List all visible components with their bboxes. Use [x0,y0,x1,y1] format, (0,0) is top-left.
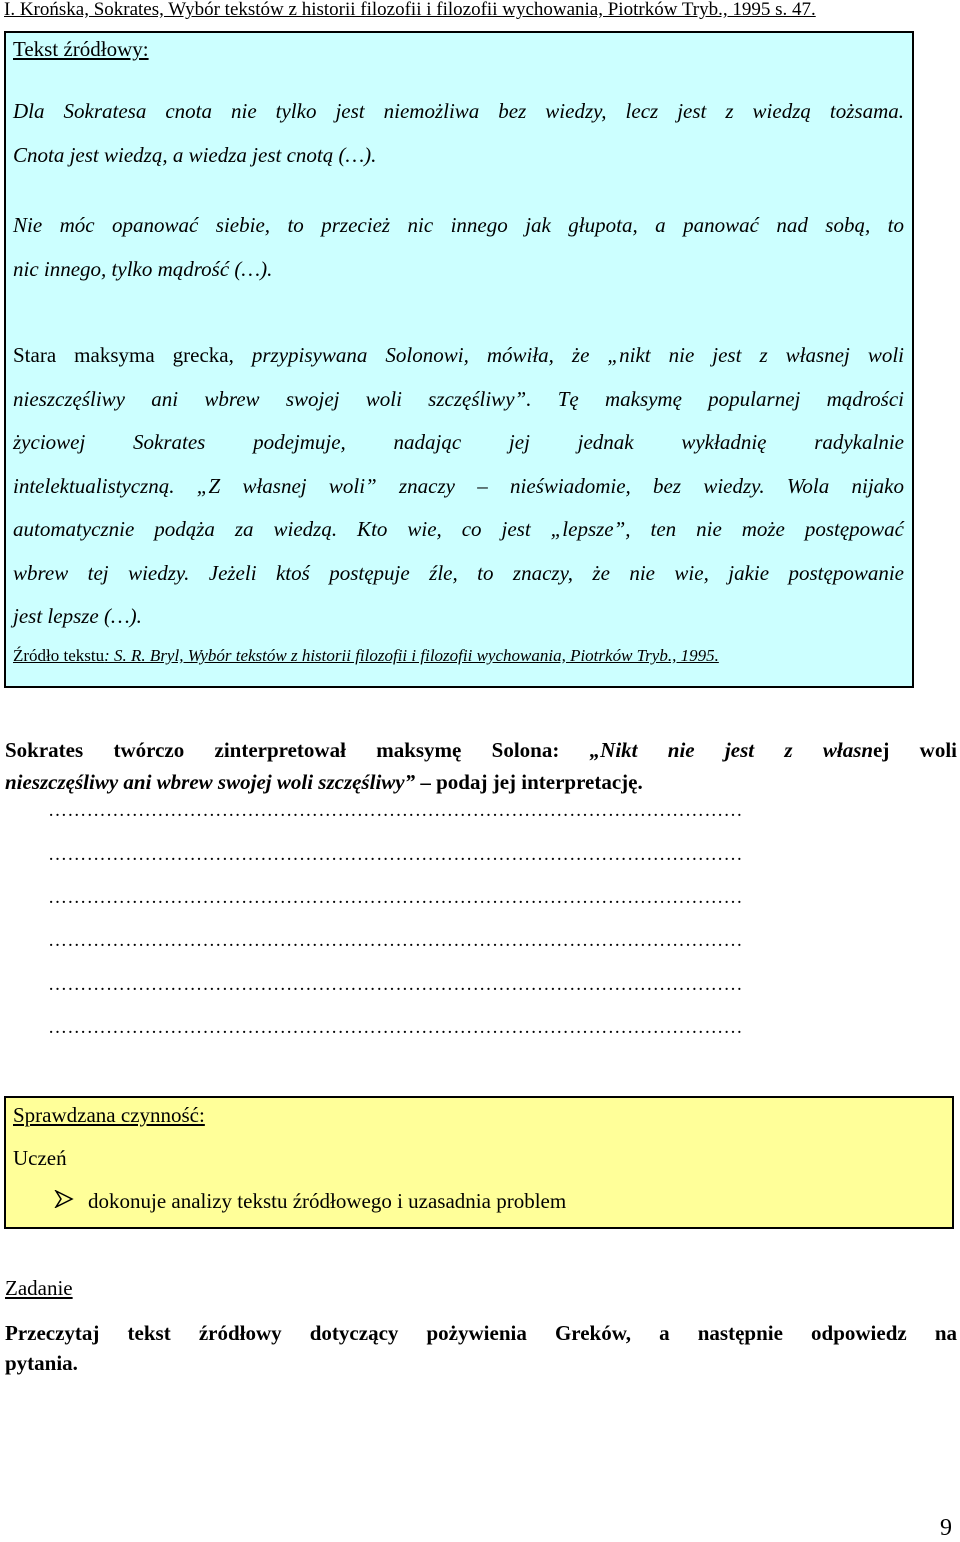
text-fragment: ej woli [873,738,957,762]
text-fragment: Sokrates twórczo zinterpretował maksymę Solona: [5,738,590,762]
text-fragment: Stara maksyma grecka, [13,343,252,367]
source-paragraph-3 [13,334,904,639]
text-line [5,734,957,766]
text-line: wbrew tej wiedzy. Jeżeli ktoś postępuje źle, to znaczy, że nie wie, jakie postępowanie [13,560,904,585]
text-fragment: „Nikt nie jest z własn [589,738,874,762]
text-line: pytania. [5,1351,78,1375]
text-line [5,766,957,798]
text-line: Przeczytaj tekst źródłowy dotyczący pożywienia Greków, a następnie odpowiedz na [5,1321,957,1345]
page-number: 9 [940,1515,952,1541]
source-note [13,646,719,666]
arrowhead-bullet-icon [54,1189,76,1214]
source-text-box [4,31,914,688]
task-text [5,1318,957,1378]
source-box-heading: Tekst źródłowy: [13,37,149,61]
text-line: nic innego, tylko mądrość (…). [13,256,273,281]
source-note-text: : S. R. Bryl, Wybór tekstów z historii filozofii i filozofii wychowania, Piotrków Tryb., 1995. [104,646,719,665]
source-paragraph-1 [13,90,904,177]
text-fragment: przypisywana Solonowi, mówiła, że „nikt nie jest z własnej woli [251,343,904,367]
source-note-label: Źródło tekstu [13,646,105,665]
answer-line[interactable]: ……………………………………………………………………………………………… [48,930,743,951]
skill-box [4,1096,954,1229]
answer-line[interactable]: ……………………………………………………………………………………………… [48,800,743,821]
text-line: jest lepsze (…). [13,604,142,628]
text-line: życiowej Sokrates podejmuje, nadając jej jednak wykładnię radykalnie [13,430,904,454]
skill-item [54,1189,566,1214]
text-line: automatycznie podąża za wiedzą. Kto wie, co jest „lepsze”, ten nie może postępować [13,517,904,541]
text-fragment: – podaj jej interpretację. [415,770,643,794]
header-citation: I. Krońska, Sokrates, Wybór tekstów z historii filozofii i filozofii wychowania, Piotrków Tryb., 1995 s. 47. [4,0,816,20]
skill-student-label: Uczeń [13,1146,67,1170]
answer-line[interactable]: ……………………………………………………………………………………………… [48,974,743,995]
text-line: Nie móc opanować siebie, to przecież nic innego jak głupota, a panować nad sobą, to [13,213,904,237]
question-text [5,734,957,798]
text-line: intelektualistyczną. „Z własnej woli” znaczy – nieświadomie, bez wiedzy. Wola nijako [13,473,904,498]
answer-line[interactable]: ……………………………………………………………………………………………… [48,1017,743,1038]
task-heading: Zadanie [5,1276,73,1300]
answer-line[interactable]: ……………………………………………………………………………………………… [48,887,743,908]
text-line: Dla Sokratesa cnota nie tylko jest niemożliwa bez wiedzy, lecz jest z wiedzą tożsama. [13,99,904,123]
source-paragraph-2 [13,204,904,291]
skill-heading: Sprawdzana czynność: [13,1103,205,1127]
skill-item-text: dokonuje analizy tekstu źródłowego i uzasadnia problem [88,1189,567,1213]
text-line: nieszczęśliwy ani wbrew swojej woli szczęśliwy”. Tę maksymę popularnej mądrości [13,386,904,411]
text-line [13,334,904,378]
text-fragment: nieszczęśliwy ani wbrew swojej woli szczęśliwy” [5,770,416,794]
text-line: Cnota jest wiedzą, a wiedza jest cnotą (…). [13,142,377,167]
answer-line[interactable]: ……………………………………………………………………………………………… [48,844,743,865]
